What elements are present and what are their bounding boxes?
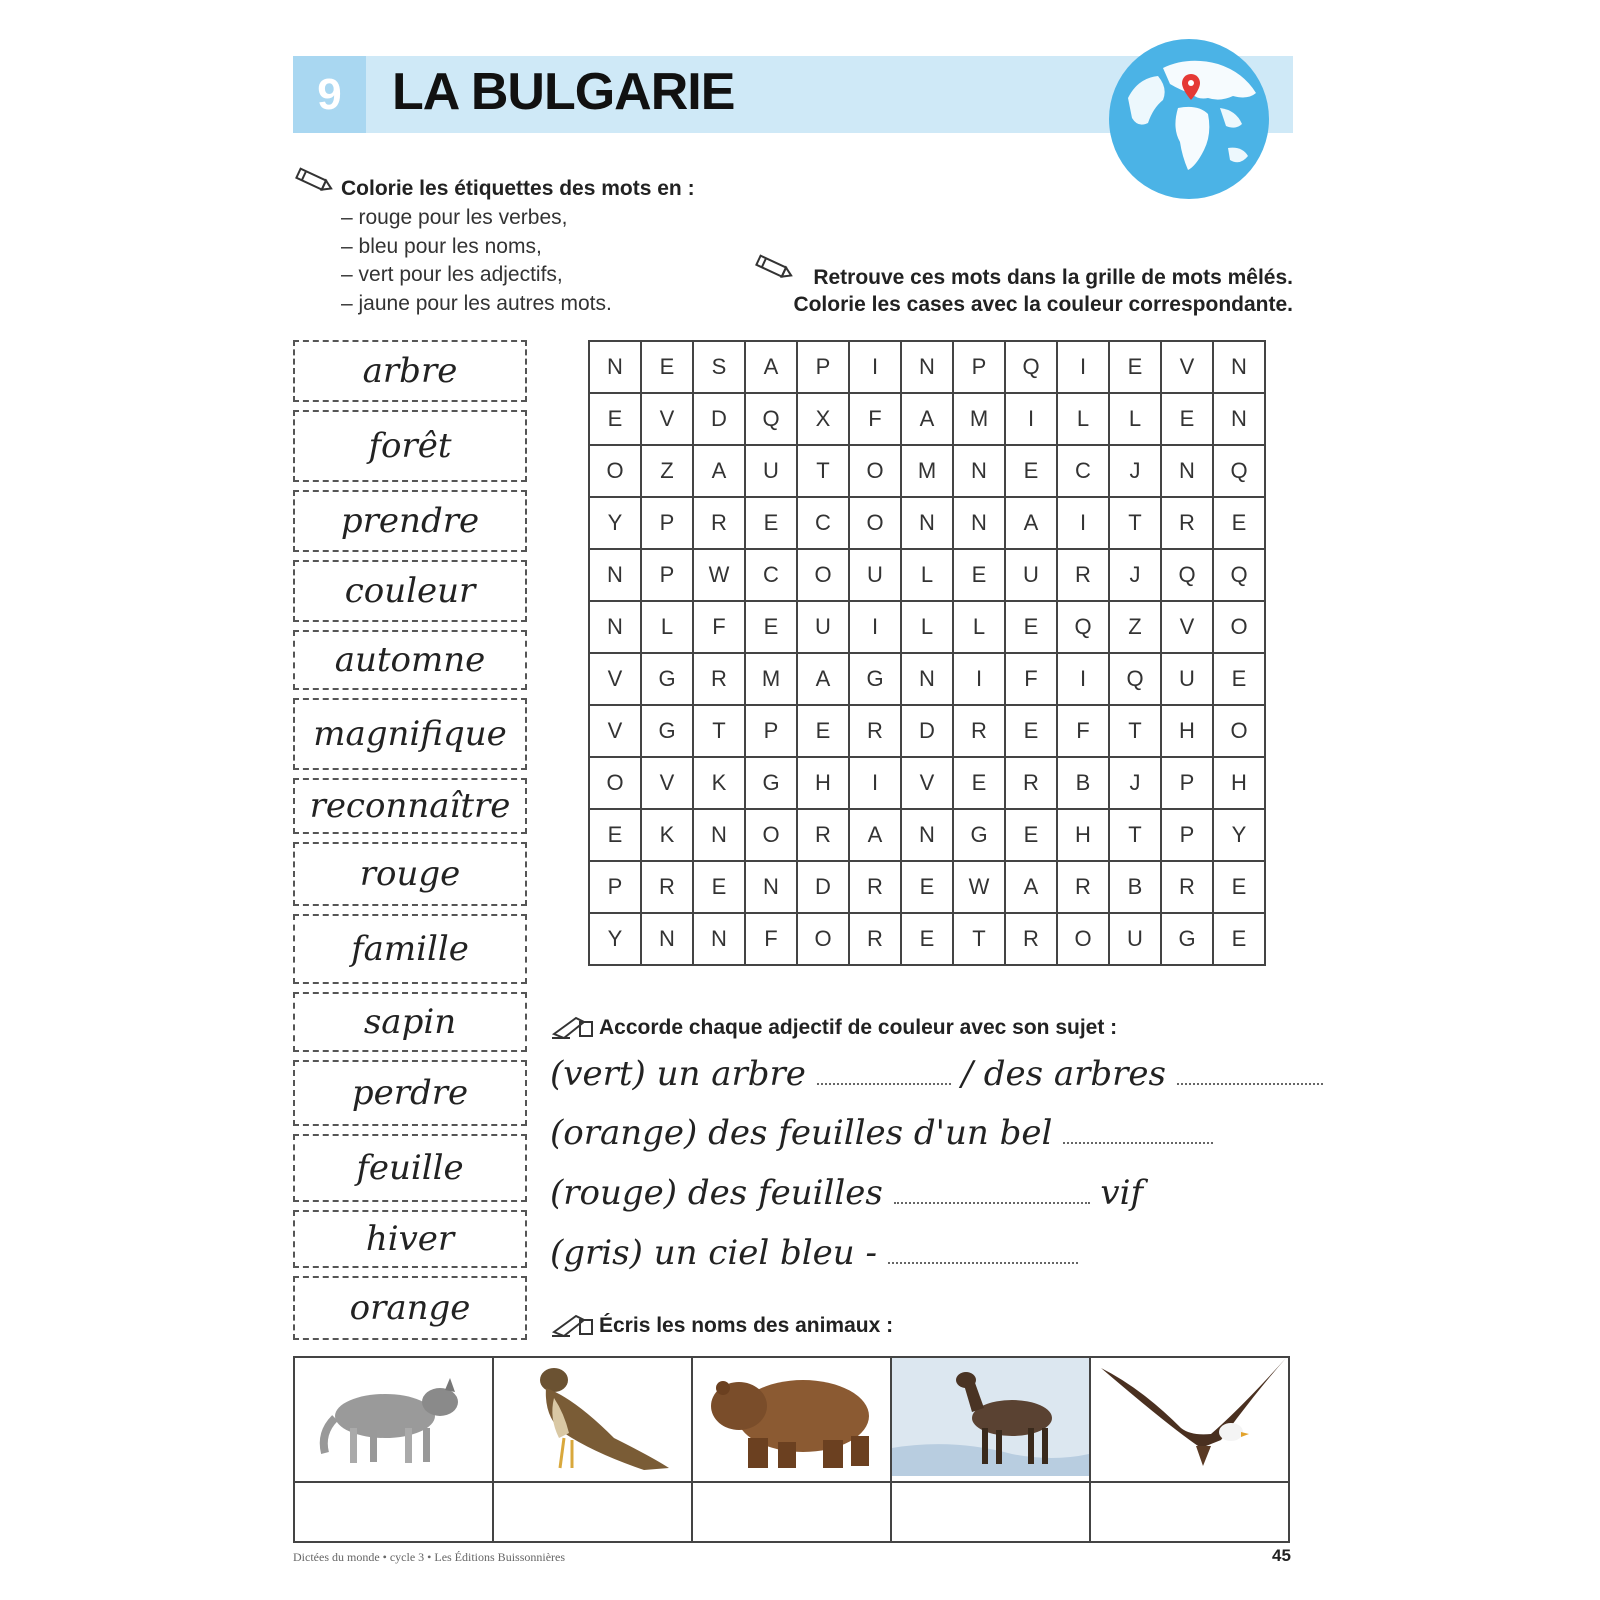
grid-cell[interactable]: E bbox=[745, 497, 797, 549]
grid-cell[interactable]: E bbox=[693, 861, 745, 913]
grid-cell[interactable]: R bbox=[1005, 757, 1057, 809]
grid-cell[interactable]: T bbox=[797, 445, 849, 497]
animal-answer-cell[interactable] bbox=[891, 1482, 1090, 1542]
pencil-icon bbox=[753, 254, 793, 280]
grid-cell[interactable]: E bbox=[589, 393, 641, 445]
grid-cell[interactable]: Q bbox=[1057, 601, 1109, 653]
chamois-photo bbox=[891, 1357, 1090, 1482]
grid-cell[interactable]: U bbox=[797, 601, 849, 653]
grid-cell[interactable]: Q bbox=[1109, 653, 1161, 705]
grid-cell[interactable]: G bbox=[745, 757, 797, 809]
grid-row bbox=[589, 861, 1265, 913]
grid-cell[interactable]: H bbox=[1057, 809, 1109, 861]
instruction-line: – bleu pour les noms, bbox=[341, 235, 542, 258]
word-label[interactable]: magnifique bbox=[293, 698, 527, 770]
agreement-line-2 bbox=[550, 1113, 1213, 1153]
grid-cell[interactable]: M bbox=[745, 653, 797, 705]
grid-cell[interactable]: O bbox=[1057, 913, 1109, 965]
hawk-photo bbox=[493, 1357, 692, 1482]
grid-cell[interactable]: E bbox=[589, 809, 641, 861]
hawk-icon bbox=[494, 1358, 691, 1476]
grid-cell[interactable]: E bbox=[901, 861, 953, 913]
writing-hand-icon bbox=[550, 1012, 596, 1040]
grid-cell[interactable]: F bbox=[849, 393, 901, 445]
adjective: (gris) bbox=[550, 1233, 643, 1273]
grid-cell[interactable]: F bbox=[1057, 705, 1109, 757]
grid-cell[interactable]: E bbox=[1213, 913, 1265, 965]
grid-cell[interactable]: N bbox=[901, 341, 953, 393]
grid-cell[interactable]: H bbox=[797, 757, 849, 809]
grid-cell[interactable]: E bbox=[797, 705, 849, 757]
word-label[interactable]: automne bbox=[293, 630, 527, 690]
grid-cell[interactable]: I bbox=[849, 601, 901, 653]
word-label[interactable]: feuille bbox=[293, 1134, 527, 1202]
grid-cell[interactable]: N bbox=[745, 861, 797, 913]
grid-cell[interactable]: O bbox=[849, 497, 901, 549]
grid-cell[interactable]: N bbox=[589, 341, 641, 393]
word-label[interactable]: prendre bbox=[293, 490, 527, 552]
word-label[interactable]: couleur bbox=[293, 560, 527, 622]
grid-row bbox=[589, 913, 1265, 965]
grid-cell[interactable]: Q bbox=[1213, 445, 1265, 497]
grid-cell[interactable]: I bbox=[1005, 393, 1057, 445]
grid-cell[interactable]: D bbox=[693, 393, 745, 445]
grid-cell[interactable]: G bbox=[849, 653, 901, 705]
agreement-line-3 bbox=[550, 1173, 1143, 1213]
grid-cell[interactable]: E bbox=[1005, 601, 1057, 653]
grid-cell[interactable]: N bbox=[901, 653, 953, 705]
grid-cell[interactable]: J bbox=[1109, 757, 1161, 809]
grid-cell[interactable]: Y bbox=[589, 497, 641, 549]
grid-cell[interactable]: L bbox=[641, 601, 693, 653]
grid-cell[interactable]: N bbox=[953, 497, 1005, 549]
grid-cell[interactable]: K bbox=[693, 757, 745, 809]
grid-cell[interactable]: G bbox=[953, 809, 1005, 861]
grid-cell[interactable]: E bbox=[1005, 705, 1057, 757]
phrase: des feuilles d'un bel bbox=[708, 1113, 1053, 1153]
wolf-photo bbox=[294, 1357, 493, 1482]
grid-cell[interactable]: A bbox=[1005, 861, 1057, 913]
page-number: 45 bbox=[1272, 1546, 1291, 1565]
grid-cell[interactable]: V bbox=[641, 393, 693, 445]
wolf-icon bbox=[295, 1358, 492, 1476]
grid-row bbox=[589, 757, 1265, 809]
grid-cell[interactable]: J bbox=[1109, 445, 1161, 497]
grid-cell[interactable]: O bbox=[1213, 705, 1265, 757]
grid-cell[interactable]: M bbox=[901, 445, 953, 497]
animal-answer-cell[interactable] bbox=[294, 1482, 493, 1542]
grid-cell[interactable]: E bbox=[1213, 497, 1265, 549]
grid-cell[interactable]: N bbox=[693, 913, 745, 965]
grid-cell[interactable]: R bbox=[641, 861, 693, 913]
adjective: (orange) bbox=[550, 1113, 698, 1153]
animal-answer-cell[interactable] bbox=[1090, 1482, 1289, 1542]
grid-cell[interactable]: E bbox=[1005, 809, 1057, 861]
grid-cell[interactable]: O bbox=[589, 757, 641, 809]
instruction-agreement: Accorde chaque adjectif de couleur avec son sujet : bbox=[599, 1016, 1118, 1039]
grid-cell[interactable]: C bbox=[1057, 445, 1109, 497]
animal-answer-cell[interactable] bbox=[493, 1482, 692, 1542]
grid-cell[interactable]: O bbox=[797, 913, 849, 965]
grid-cell[interactable]: B bbox=[1109, 861, 1161, 913]
grid-cell[interactable]: E bbox=[745, 601, 797, 653]
grid-cell[interactable]: Q bbox=[745, 393, 797, 445]
grid-cell[interactable]: H bbox=[1161, 705, 1213, 757]
adjective: (vert) bbox=[550, 1054, 646, 1094]
pencil-icon bbox=[293, 167, 333, 193]
grid-row bbox=[589, 653, 1265, 705]
grid-cell[interactable]: W bbox=[953, 861, 1005, 913]
grid-cell[interactable]: R bbox=[1161, 497, 1213, 549]
grid-cell[interactable]: B bbox=[1057, 757, 1109, 809]
grid-cell[interactable]: E bbox=[1213, 861, 1265, 913]
grid-cell[interactable]: A bbox=[797, 653, 849, 705]
word-label[interactable]: sapin bbox=[293, 992, 527, 1052]
grid-cell[interactable]: A bbox=[901, 393, 953, 445]
grid-cell[interactable]: P bbox=[1161, 757, 1213, 809]
grid-cell[interactable]: L bbox=[953, 601, 1005, 653]
grid-row bbox=[589, 549, 1265, 601]
grid-cell[interactable]: I bbox=[1057, 341, 1109, 393]
grid-cell[interactable]: Y bbox=[589, 913, 641, 965]
phrase: vif bbox=[1100, 1173, 1144, 1213]
grid-cell[interactable]: O bbox=[589, 445, 641, 497]
footer-credit: Dictées du monde • cycle 3 • Les Éditions Buissonnières bbox=[293, 1550, 566, 1564]
grid-cell[interactable]: W bbox=[693, 549, 745, 601]
word-label[interactable]: hiver bbox=[293, 1210, 527, 1268]
grid-cell[interactable]: E bbox=[1109, 341, 1161, 393]
grid-cell[interactable]: N bbox=[693, 809, 745, 861]
grid-cell[interactable]: V bbox=[901, 757, 953, 809]
grid-cell[interactable]: R bbox=[849, 705, 901, 757]
grid-row bbox=[589, 445, 1265, 497]
grid-cell[interactable]: R bbox=[693, 497, 745, 549]
grid-cell[interactable]: F bbox=[693, 601, 745, 653]
grid-cell[interactable]: H bbox=[1213, 757, 1265, 809]
grid-cell[interactable]: A bbox=[1005, 497, 1057, 549]
grid-cell[interactable]: V bbox=[1161, 601, 1213, 653]
word-label[interactable]: famille bbox=[293, 914, 527, 984]
grid-cell[interactable]: V bbox=[589, 653, 641, 705]
instruction-word-search-2: Colorie les cases avec la couleur correspondante. bbox=[793, 293, 1293, 316]
grid-cell[interactable]: V bbox=[1161, 341, 1213, 393]
instruction-animals: Écris les noms des animaux : bbox=[599, 1314, 894, 1337]
instruction-color-labels: Colorie les étiquettes des mots en : bbox=[341, 177, 695, 200]
grid-cell[interactable]: P bbox=[641, 549, 693, 601]
grid-cell[interactable]: U bbox=[1161, 653, 1213, 705]
instruction-word-search: Retrouve ces mots dans la grille de mots mêlés. bbox=[813, 266, 1293, 289]
grid-cell[interactable]: I bbox=[1057, 497, 1109, 549]
grid-cell[interactable]: U bbox=[1005, 549, 1057, 601]
grid-cell[interactable]: P bbox=[589, 861, 641, 913]
word-label[interactable]: forêt bbox=[293, 410, 527, 482]
grid-cell[interactable]: C bbox=[745, 549, 797, 601]
grid-cell[interactable]: L bbox=[901, 549, 953, 601]
grid-cell[interactable]: Y bbox=[1213, 809, 1265, 861]
agreement-line-1 bbox=[550, 1054, 1323, 1094]
grid-cell[interactable]: P bbox=[1161, 809, 1213, 861]
grid-cell[interactable]: P bbox=[953, 341, 1005, 393]
grid-cell[interactable]: E bbox=[641, 341, 693, 393]
grid-cell[interactable]: N bbox=[901, 497, 953, 549]
phrase: un arbre bbox=[656, 1054, 806, 1094]
grid-cell[interactable]: O bbox=[1213, 601, 1265, 653]
grid-cell[interactable]: O bbox=[849, 445, 901, 497]
eagle-icon bbox=[1091, 1358, 1288, 1476]
grid-cell[interactable]: Q bbox=[1005, 341, 1057, 393]
agreement-line-4 bbox=[550, 1233, 1078, 1273]
phrase: des feuilles bbox=[687, 1173, 883, 1213]
word-label[interactable]: orange bbox=[293, 1276, 527, 1340]
word-label[interactable]: rouge bbox=[293, 842, 527, 906]
grid-cell[interactable]: A bbox=[693, 445, 745, 497]
page-title: LA BULGARIE bbox=[392, 63, 735, 121]
grid-cell[interactable]: A bbox=[849, 809, 901, 861]
grid-cell[interactable]: N bbox=[589, 601, 641, 653]
grid-cell[interactable]: U bbox=[849, 549, 901, 601]
grid-cell[interactable]: N bbox=[641, 913, 693, 965]
grid-cell[interactable]: E bbox=[953, 757, 1005, 809]
grid-cell[interactable]: F bbox=[745, 913, 797, 965]
grid-cell[interactable]: N bbox=[901, 809, 953, 861]
grid-cell[interactable]: V bbox=[589, 705, 641, 757]
phrase: / des arbres bbox=[961, 1054, 1166, 1094]
grid-cell[interactable]: T bbox=[1109, 497, 1161, 549]
phrase: un ciel bleu - bbox=[653, 1233, 877, 1273]
grid-row bbox=[589, 705, 1265, 757]
word-label[interactable]: arbre bbox=[293, 340, 527, 402]
grid-cell[interactable]: G bbox=[641, 653, 693, 705]
grid-cell[interactable]: P bbox=[797, 341, 849, 393]
instruction-line: – jaune pour les autres mots. bbox=[341, 292, 612, 315]
grid-cell[interactable]: R bbox=[1057, 549, 1109, 601]
answer-blank[interactable] bbox=[817, 1075, 951, 1085]
chamois-icon bbox=[892, 1358, 1089, 1476]
grid-cell[interactable]: P bbox=[641, 497, 693, 549]
grid-cell[interactable]: T bbox=[1109, 705, 1161, 757]
grid-cell[interactable]: R bbox=[1161, 861, 1213, 913]
grid-cell[interactable]: D bbox=[797, 861, 849, 913]
word-search-grid bbox=[588, 340, 1266, 966]
animals-table bbox=[293, 1356, 1290, 1543]
word-label[interactable]: perdre bbox=[293, 1060, 527, 1126]
grid-cell[interactable]: P bbox=[745, 705, 797, 757]
grid-cell[interactable]: O bbox=[797, 549, 849, 601]
grid-cell[interactable]: N bbox=[1213, 341, 1265, 393]
grid-cell[interactable]: E bbox=[1213, 653, 1265, 705]
grid-cell[interactable]: Z bbox=[1109, 601, 1161, 653]
grid-cell[interactable]: R bbox=[849, 913, 901, 965]
grid-cell[interactable]: S bbox=[693, 341, 745, 393]
grid-cell[interactable]: E bbox=[1161, 393, 1213, 445]
grid-cell[interactable]: N bbox=[589, 549, 641, 601]
grid-row bbox=[589, 497, 1265, 549]
grid-cell[interactable]: C bbox=[797, 497, 849, 549]
globe-icon bbox=[1108, 38, 1270, 200]
answer-blank[interactable] bbox=[888, 1254, 1078, 1264]
grid-cell[interactable]: R bbox=[1005, 913, 1057, 965]
grid-cell[interactable]: E bbox=[901, 913, 953, 965]
grid-cell[interactable]: L bbox=[1057, 393, 1109, 445]
answer-blank[interactable] bbox=[1177, 1075, 1323, 1085]
grid-cell[interactable]: R bbox=[797, 809, 849, 861]
grid-cell[interactable]: L bbox=[901, 601, 953, 653]
writing-hand-icon bbox=[550, 1310, 596, 1338]
grid-row bbox=[589, 341, 1265, 393]
grid-cell[interactable]: T bbox=[693, 705, 745, 757]
grid-row bbox=[589, 809, 1265, 861]
grid-cell[interactable]: U bbox=[1109, 913, 1161, 965]
grid-cell[interactable]: I bbox=[953, 653, 1005, 705]
answer-blank[interactable] bbox=[1063, 1134, 1213, 1144]
grid-row bbox=[589, 601, 1265, 653]
adjective: (rouge) bbox=[550, 1173, 678, 1213]
grid-cell[interactable]: O bbox=[745, 809, 797, 861]
grid-cell[interactable]: Z bbox=[641, 445, 693, 497]
grid-cell[interactable]: N bbox=[1161, 445, 1213, 497]
grid-cell[interactable]: Q bbox=[1213, 549, 1265, 601]
grid-cell[interactable]: V bbox=[641, 757, 693, 809]
grid-cell[interactable]: E bbox=[953, 549, 1005, 601]
grid-cell[interactable]: T bbox=[953, 913, 1005, 965]
instruction-line: – vert pour les adjectifs, bbox=[341, 263, 563, 286]
bear-photo bbox=[692, 1357, 891, 1482]
grid-cell[interactable]: N bbox=[953, 445, 1005, 497]
grid-row bbox=[589, 393, 1265, 445]
grid-cell[interactable]: L bbox=[1109, 393, 1161, 445]
chapter-number: 9 bbox=[293, 56, 366, 133]
grid-cell[interactable]: A bbox=[745, 341, 797, 393]
eagle-photo bbox=[1090, 1357, 1289, 1482]
grid-cell[interactable]: R bbox=[849, 861, 901, 913]
grid-cell[interactable]: Q bbox=[1161, 549, 1213, 601]
grid-cell[interactable]: E bbox=[1005, 445, 1057, 497]
grid-cell[interactable]: X bbox=[797, 393, 849, 445]
grid-cell[interactable]: R bbox=[953, 705, 1005, 757]
grid-cell[interactable]: K bbox=[641, 809, 693, 861]
grid-cell[interactable]: I bbox=[849, 341, 901, 393]
bear-icon bbox=[693, 1358, 890, 1476]
grid-cell[interactable]: F bbox=[1005, 653, 1057, 705]
grid-cell[interactable]: R bbox=[1057, 861, 1109, 913]
grid-cell[interactable]: R bbox=[693, 653, 745, 705]
grid-cell[interactable]: M bbox=[953, 393, 1005, 445]
instruction-line: – rouge pour les verbes, bbox=[341, 206, 568, 229]
grid-cell[interactable]: G bbox=[641, 705, 693, 757]
animal-answer-cell[interactable] bbox=[692, 1482, 891, 1542]
grid-cell[interactable]: G bbox=[1161, 913, 1213, 965]
grid-cell[interactable]: N bbox=[1213, 393, 1265, 445]
grid-cell[interactable]: J bbox=[1109, 549, 1161, 601]
answer-blank[interactable] bbox=[894, 1194, 1090, 1204]
word-label[interactable]: reconnaître bbox=[293, 778, 527, 834]
grid-cell[interactable]: T bbox=[1109, 809, 1161, 861]
grid-cell[interactable]: U bbox=[745, 445, 797, 497]
grid-cell[interactable]: D bbox=[901, 705, 953, 757]
grid-cell[interactable]: I bbox=[1057, 653, 1109, 705]
grid-cell[interactable]: I bbox=[849, 757, 901, 809]
